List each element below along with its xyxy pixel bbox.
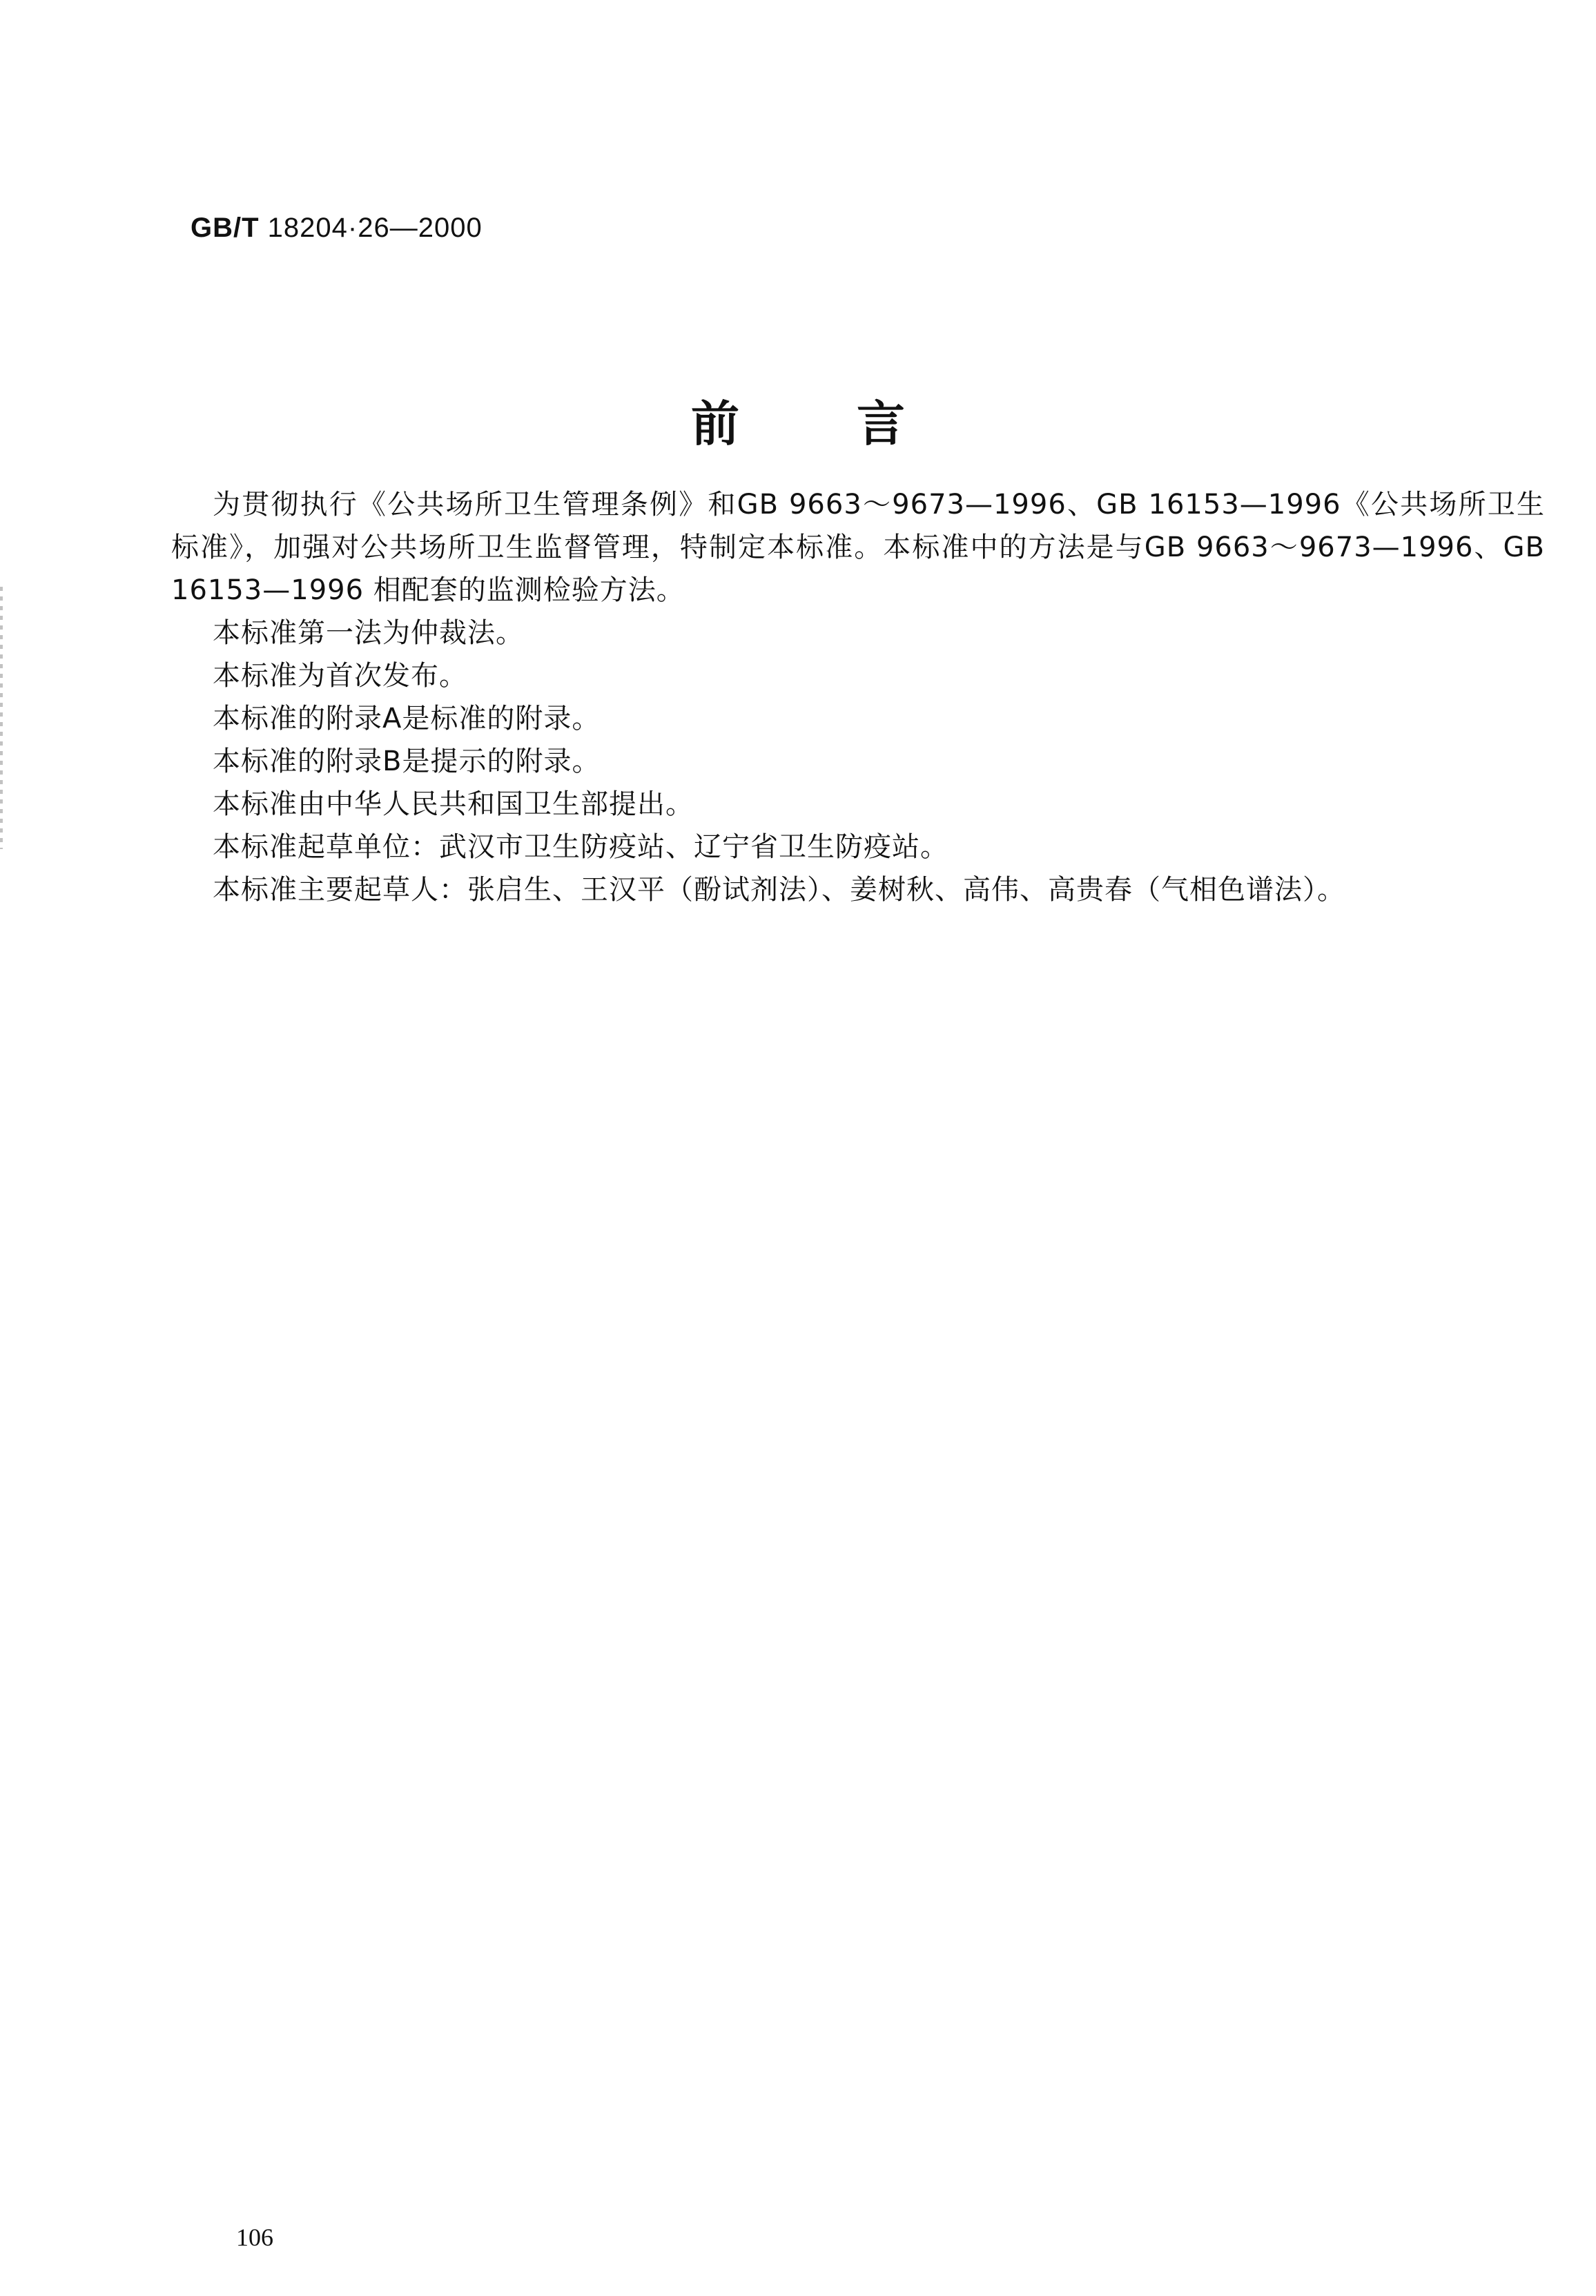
- paragraph-purpose: 为贯彻执行《公共场所卫生管理条例》和GB 9663～9673—1996、GB 16153—1996《公共场所卫生标准》，加强对公共场所卫生监督管理，特制定本标准。本标准中的方法是与GB 9663～9673—1996、GB 16153—1996 相配套的监测检验方法。: [171, 489, 1545, 606]
- paragraph-appendix-b: 本标准的附录B是提示的附录。: [213, 746, 601, 777]
- page-title: [0, 385, 1596, 455]
- paragraph-drafting-units: 本标准起草单位：武汉市卫生防疫站、辽宁省卫生防疫站。: [213, 831, 948, 863]
- paragraph-first-release: 本标准为首次发布。: [213, 660, 467, 692]
- standard-number: 18204·26—2000: [259, 213, 483, 243]
- foreword-body: [171, 483, 1545, 911]
- paragraph-proposer: 本标准由中华人民共和国卫生部提出。: [213, 788, 694, 820]
- page-number: 106: [236, 2224, 273, 2251]
- title-char-1: 前: [691, 396, 739, 452]
- paragraph-appendix-a: 本标准的附录A是标准的附录。: [213, 703, 601, 734]
- scan-edge-mark: [0, 587, 3, 849]
- paragraph-arbitration: 本标准第一法为仲裁法。: [213, 617, 524, 649]
- paragraph-drafters: 本标准主要起草人：张启生、王汉平（酚试剂法）、姜树秋、高伟、高贵春（气相色谱法）。: [213, 874, 1345, 906]
- standard-prefix: GB/T: [191, 213, 260, 243]
- standard-code: [191, 213, 483, 244]
- title-char-2: 言: [857, 396, 905, 452]
